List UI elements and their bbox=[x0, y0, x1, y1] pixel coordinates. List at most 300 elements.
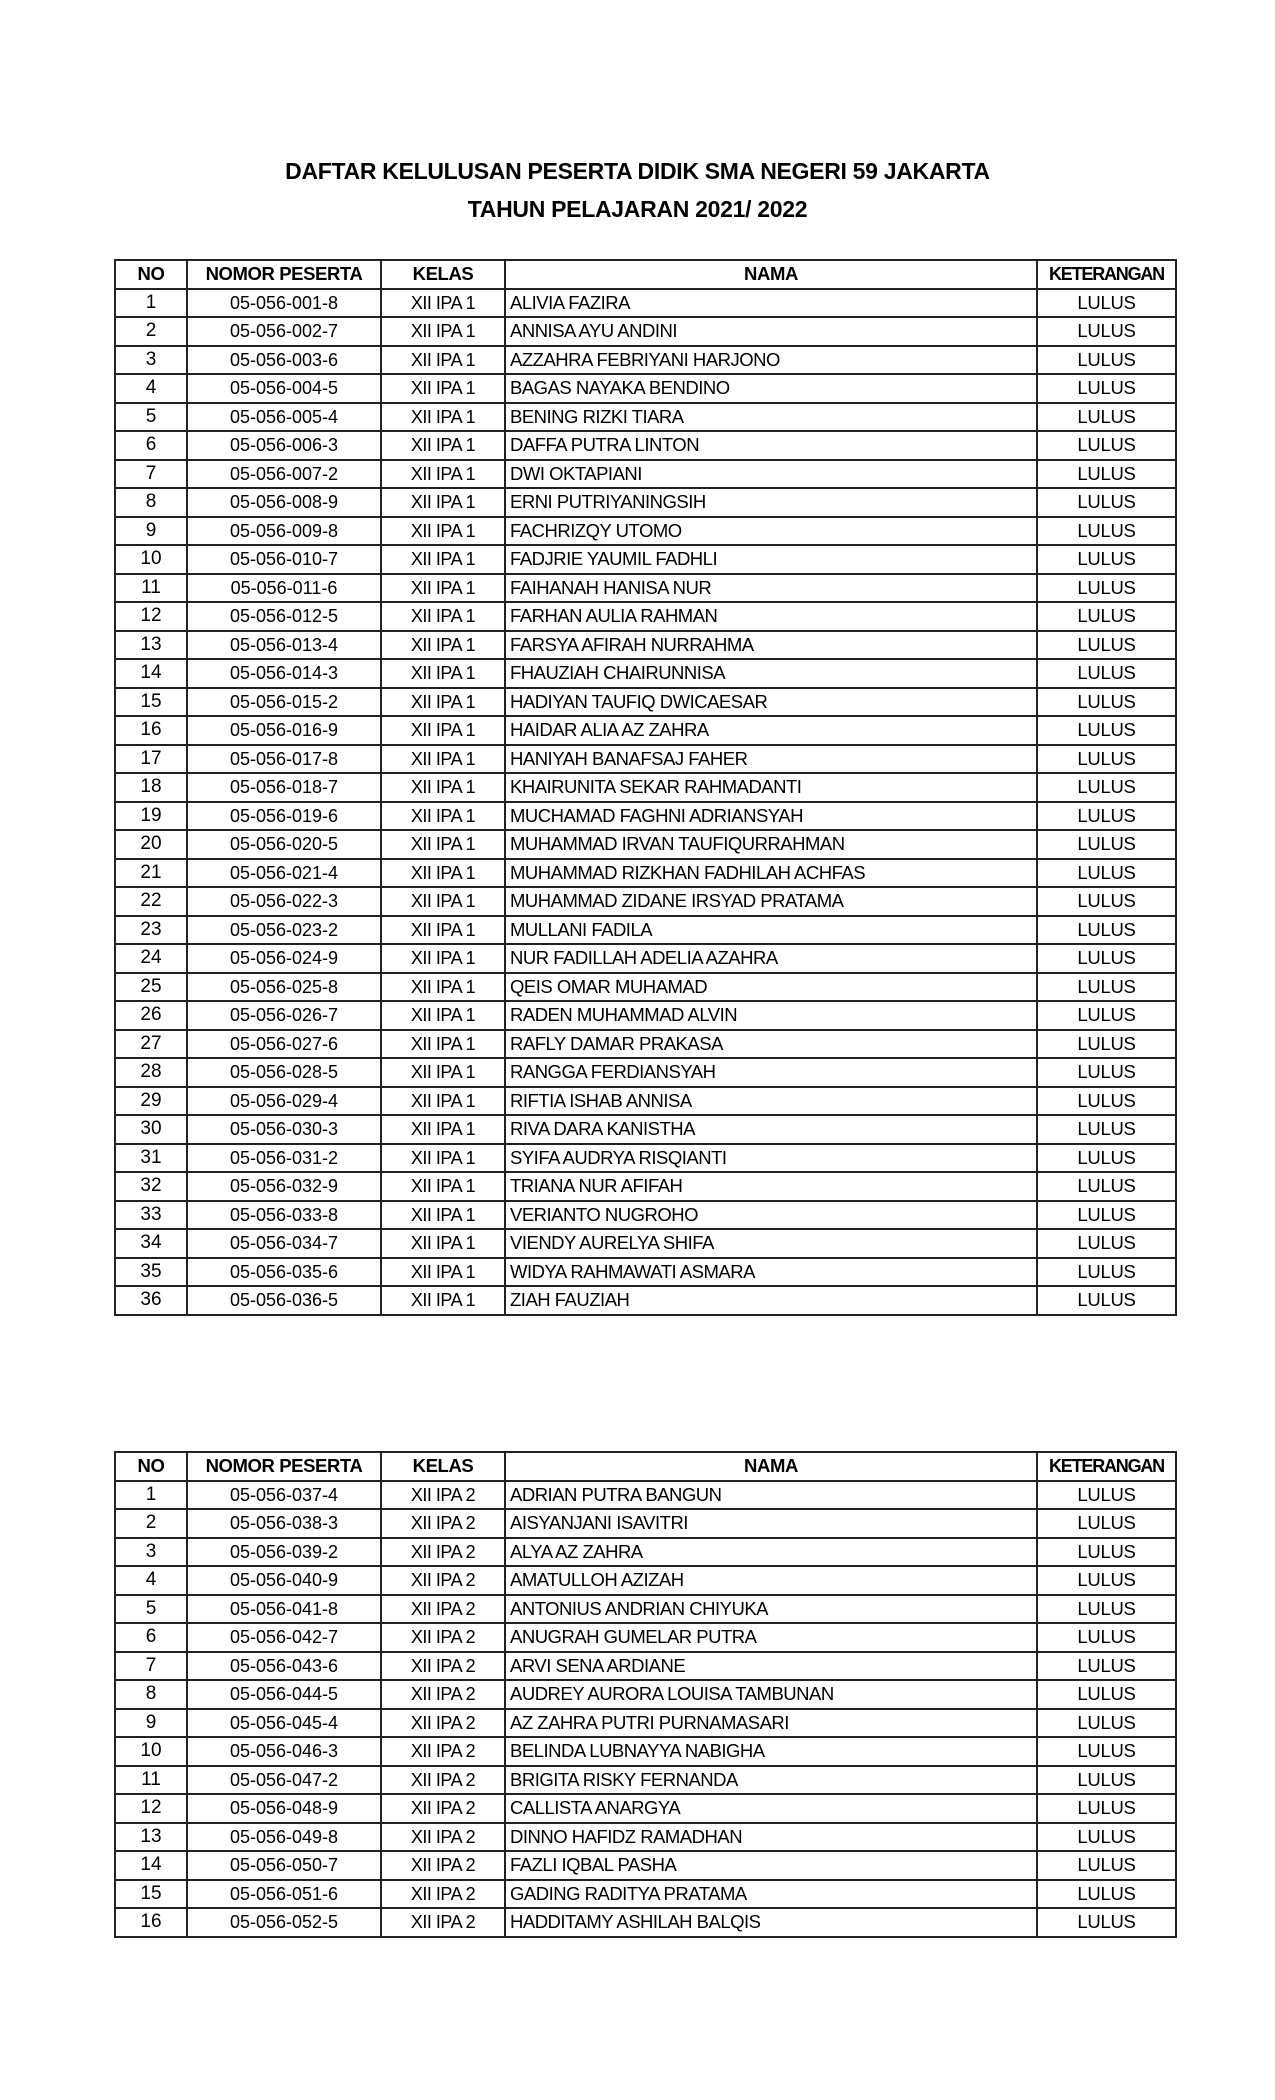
table-row bbox=[115, 574, 1176, 603]
cell-keterangan: LULUS bbox=[1037, 1144, 1176, 1173]
cell-keterangan: LULUS bbox=[1037, 745, 1176, 774]
cell-keterangan: LULUS bbox=[1037, 1566, 1176, 1595]
table-row bbox=[115, 545, 1176, 574]
cell-kelas: XII IPA 2 bbox=[381, 1766, 505, 1795]
cell-nomor-peserta: 05-056-027-6 bbox=[187, 1030, 381, 1059]
cell-no: 22 bbox=[115, 887, 187, 916]
cell-nomor-peserta: 05-056-009-8 bbox=[187, 517, 381, 546]
cell-nomor-peserta: 05-056-048-9 bbox=[187, 1794, 381, 1823]
table-row bbox=[115, 1286, 1176, 1315]
cell-no: 1 bbox=[115, 1481, 187, 1510]
table-row bbox=[115, 460, 1176, 489]
cell-nomor-peserta: 05-056-030-3 bbox=[187, 1115, 381, 1144]
cell-kelas: XII IPA 1 bbox=[381, 574, 505, 603]
cell-nomor-peserta: 05-056-003-6 bbox=[187, 346, 381, 375]
table-row bbox=[115, 916, 1176, 945]
cell-nomor-peserta: 05-056-037-4 bbox=[187, 1481, 381, 1510]
cell-nama: CALLISTA ANARGYA bbox=[505, 1794, 1037, 1823]
cell-nama: AUDREY AURORA LOUISA TAMBUNAN bbox=[505, 1680, 1037, 1709]
cell-nomor-peserta: 05-056-029-4 bbox=[187, 1087, 381, 1116]
cell-keterangan: LULUS bbox=[1037, 1766, 1176, 1795]
cell-nama: ALIVIA FAZIRA bbox=[505, 289, 1037, 318]
table-row bbox=[115, 745, 1176, 774]
cell-keterangan: LULUS bbox=[1037, 1509, 1176, 1538]
table-row bbox=[115, 773, 1176, 802]
table-row bbox=[115, 688, 1176, 717]
graduation-table-xii-ipa-1 bbox=[114, 259, 1177, 1316]
cell-kelas: XII IPA 1 bbox=[381, 460, 505, 489]
cell-kelas: XII IPA 1 bbox=[381, 1229, 505, 1258]
cell-kelas: XII IPA 1 bbox=[381, 916, 505, 945]
column-header-nomor-peserta: NOMOR PESERTA bbox=[187, 1452, 381, 1481]
cell-no: 6 bbox=[115, 431, 187, 460]
cell-kelas: XII IPA 1 bbox=[381, 773, 505, 802]
cell-keterangan: LULUS bbox=[1037, 346, 1176, 375]
table-row bbox=[115, 1087, 1176, 1116]
cell-kelas: XII IPA 1 bbox=[381, 403, 505, 432]
cell-keterangan: LULUS bbox=[1037, 1001, 1176, 1030]
cell-nama: ZIAH FAUZIAH bbox=[505, 1286, 1037, 1315]
cell-no: 36 bbox=[115, 1286, 187, 1315]
cell-keterangan: LULUS bbox=[1037, 602, 1176, 631]
cell-keterangan: LULUS bbox=[1037, 1172, 1176, 1201]
cell-keterangan: LULUS bbox=[1037, 517, 1176, 546]
cell-kelas: XII IPA 1 bbox=[381, 602, 505, 631]
cell-nama: BENING RIZKI TIARA bbox=[505, 403, 1037, 432]
cell-no: 4 bbox=[115, 374, 187, 403]
cell-no: 13 bbox=[115, 1823, 187, 1852]
cell-no: 20 bbox=[115, 830, 187, 859]
cell-no: 6 bbox=[115, 1623, 187, 1652]
cell-nama: SYIFA AUDRYA RISQIANTI bbox=[505, 1144, 1037, 1173]
cell-no: 24 bbox=[115, 944, 187, 973]
cell-keterangan: LULUS bbox=[1037, 859, 1176, 888]
cell-keterangan: LULUS bbox=[1037, 289, 1176, 318]
column-header-kelas: KELAS bbox=[381, 1452, 505, 1481]
cell-no: 7 bbox=[115, 1652, 187, 1681]
table-row bbox=[115, 1794, 1176, 1823]
table-row bbox=[115, 1623, 1176, 1652]
cell-keterangan: LULUS bbox=[1037, 1201, 1176, 1230]
cell-nama: AZZAHRA FEBRIYANI HARJONO bbox=[505, 346, 1037, 375]
cell-keterangan: LULUS bbox=[1037, 1115, 1176, 1144]
cell-nama: MUHAMMAD RIZKHAN FADHILAH ACHFAS bbox=[505, 859, 1037, 888]
cell-nama: DAFFA PUTRA LINTON bbox=[505, 431, 1037, 460]
cell-nomor-peserta: 05-056-021-4 bbox=[187, 859, 381, 888]
cell-no: 9 bbox=[115, 1709, 187, 1738]
document-title: DAFTAR KELULUSAN PESERTA DIDIK SMA NEGERI 59 JAKARTA bbox=[285, 158, 990, 184]
cell-no: 23 bbox=[115, 916, 187, 945]
cell-nomor-peserta: 05-056-041-8 bbox=[187, 1595, 381, 1624]
cell-no: 4 bbox=[115, 1566, 187, 1595]
document-subtitle: TAHUN PELAJARAN 2021/ 2022 bbox=[467, 196, 808, 222]
cell-keterangan: LULUS bbox=[1037, 659, 1176, 688]
cell-nama: ALYA AZ ZAHRA bbox=[505, 1538, 1037, 1567]
cell-no: 25 bbox=[115, 973, 187, 1002]
cell-keterangan: LULUS bbox=[1037, 1880, 1176, 1909]
cell-nomor-peserta: 05-056-031-2 bbox=[187, 1144, 381, 1173]
cell-kelas: XII IPA 1 bbox=[381, 317, 505, 346]
cell-nama: HAIDAR ALIA AZ ZAHRA bbox=[505, 716, 1037, 745]
cell-keterangan: LULUS bbox=[1037, 431, 1176, 460]
cell-nama: MUCHAMAD FAGHNI ADRIANSYAH bbox=[505, 802, 1037, 831]
cell-nomor-peserta: 05-056-043-6 bbox=[187, 1652, 381, 1681]
cell-no: 9 bbox=[115, 517, 187, 546]
cell-keterangan: LULUS bbox=[1037, 688, 1176, 717]
cell-kelas: XII IPA 1 bbox=[381, 688, 505, 717]
cell-nomor-peserta: 05-056-022-3 bbox=[187, 887, 381, 916]
cell-keterangan: LULUS bbox=[1037, 1823, 1176, 1852]
cell-nama: ANTONIUS ANDRIAN CHIYUKA bbox=[505, 1595, 1037, 1624]
column-header-kelas: KELAS bbox=[381, 260, 505, 289]
table-row bbox=[115, 1709, 1176, 1738]
cell-nomor-peserta: 05-056-011-6 bbox=[187, 574, 381, 603]
column-header-nama: NAMA bbox=[505, 1452, 1037, 1481]
table-row bbox=[115, 1172, 1176, 1201]
table-row bbox=[115, 346, 1176, 375]
cell-nama: RAFLY DAMAR PRAKASA bbox=[505, 1030, 1037, 1059]
cell-nomor-peserta: 05-056-015-2 bbox=[187, 688, 381, 717]
cell-nama: DINNO HAFIDZ RAMADHAN bbox=[505, 1823, 1037, 1852]
cell-nomor-peserta: 05-056-035-6 bbox=[187, 1258, 381, 1287]
cell-nama: MUHAMMAD IRVAN TAUFIQURRAHMAN bbox=[505, 830, 1037, 859]
cell-keterangan: LULUS bbox=[1037, 631, 1176, 660]
cell-no: 28 bbox=[115, 1058, 187, 1087]
cell-keterangan: LULUS bbox=[1037, 1623, 1176, 1652]
cell-no: 21 bbox=[115, 859, 187, 888]
table-row bbox=[115, 802, 1176, 831]
cell-nomor-peserta: 05-056-007-2 bbox=[187, 460, 381, 489]
cell-keterangan: LULUS bbox=[1037, 1908, 1176, 1937]
cell-nama: ARVI SENA ARDIANE bbox=[505, 1652, 1037, 1681]
cell-nama: HANIYAH BANAFSAJ FAHER bbox=[505, 745, 1037, 774]
cell-no: 18 bbox=[115, 773, 187, 802]
table-row bbox=[115, 1680, 1176, 1709]
cell-no: 11 bbox=[115, 1766, 187, 1795]
cell-kelas: XII IPA 2 bbox=[381, 1481, 505, 1510]
table-header-row bbox=[115, 1452, 1176, 1481]
cell-nama: MULLANI FADILA bbox=[505, 916, 1037, 945]
cell-keterangan: LULUS bbox=[1037, 1087, 1176, 1116]
cell-no: 16 bbox=[115, 1908, 187, 1937]
cell-keterangan: LULUS bbox=[1037, 1737, 1176, 1766]
cell-keterangan: LULUS bbox=[1037, 1538, 1176, 1567]
cell-no: 8 bbox=[115, 488, 187, 517]
cell-no: 11 bbox=[115, 574, 187, 603]
cell-nama: BELINDA LUBNAYYA NABIGHA bbox=[505, 1737, 1037, 1766]
cell-kelas: XII IPA 1 bbox=[381, 830, 505, 859]
cell-nama: VIENDY AURELYA SHIFA bbox=[505, 1229, 1037, 1258]
column-header-keterangan: KETERANGAN bbox=[1037, 1452, 1176, 1481]
cell-nomor-peserta: 05-056-028-5 bbox=[187, 1058, 381, 1087]
table-row bbox=[115, 1229, 1176, 1258]
cell-nama: VERIANTO NUGROHO bbox=[505, 1201, 1037, 1230]
table-row bbox=[115, 1258, 1176, 1287]
table-row bbox=[115, 317, 1176, 346]
cell-no: 13 bbox=[115, 631, 187, 660]
table-row bbox=[115, 716, 1176, 745]
cell-keterangan: LULUS bbox=[1037, 1286, 1176, 1315]
cell-keterangan: LULUS bbox=[1037, 802, 1176, 831]
cell-nomor-peserta: 05-056-051-6 bbox=[187, 1880, 381, 1909]
cell-nama: RIFTIA ISHAB ANNISA bbox=[505, 1087, 1037, 1116]
cell-kelas: XII IPA 2 bbox=[381, 1566, 505, 1595]
cell-nomor-peserta: 05-056-046-3 bbox=[187, 1737, 381, 1766]
cell-kelas: XII IPA 2 bbox=[381, 1652, 505, 1681]
table-row bbox=[115, 973, 1176, 1002]
cell-kelas: XII IPA 2 bbox=[381, 1595, 505, 1624]
cell-nomor-peserta: 05-056-017-8 bbox=[187, 745, 381, 774]
cell-nomor-peserta: 05-056-023-2 bbox=[187, 916, 381, 945]
cell-no: 16 bbox=[115, 716, 187, 745]
table-row bbox=[115, 1001, 1176, 1030]
cell-no: 12 bbox=[115, 1794, 187, 1823]
table-row bbox=[115, 1880, 1176, 1909]
cell-nomor-peserta: 05-056-016-9 bbox=[187, 716, 381, 745]
cell-no: 14 bbox=[115, 1851, 187, 1880]
cell-no: 35 bbox=[115, 1258, 187, 1287]
table-row bbox=[115, 631, 1176, 660]
cell-no: 8 bbox=[115, 1680, 187, 1709]
table-row bbox=[115, 1538, 1176, 1567]
cell-nama: DWI OKTAPIANI bbox=[505, 460, 1037, 489]
cell-no: 3 bbox=[115, 346, 187, 375]
cell-nama: QEIS OMAR MUHAMAD bbox=[505, 973, 1037, 1002]
cell-nomor-peserta: 05-056-010-7 bbox=[187, 545, 381, 574]
column-header-nomor-peserta: NOMOR PESERTA bbox=[187, 260, 381, 289]
table-row bbox=[115, 1652, 1176, 1681]
table-body bbox=[115, 1481, 1176, 1937]
cell-nomor-peserta: 05-056-034-7 bbox=[187, 1229, 381, 1258]
cell-kelas: XII IPA 2 bbox=[381, 1538, 505, 1567]
cell-nomor-peserta: 05-056-014-3 bbox=[187, 659, 381, 688]
cell-nama: ERNI PUTRIYANINGSIH bbox=[505, 488, 1037, 517]
cell-no: 14 bbox=[115, 659, 187, 688]
cell-no: 31 bbox=[115, 1144, 187, 1173]
table-row bbox=[115, 1823, 1176, 1852]
cell-keterangan: LULUS bbox=[1037, 716, 1176, 745]
table-row bbox=[115, 1595, 1176, 1624]
cell-no: 1 bbox=[115, 289, 187, 318]
cell-nama: NUR FADILLAH ADELIA AZAHRA bbox=[505, 944, 1037, 973]
cell-no: 17 bbox=[115, 745, 187, 774]
cell-no: 15 bbox=[115, 1880, 187, 1909]
cell-keterangan: LULUS bbox=[1037, 1794, 1176, 1823]
cell-nomor-peserta: 05-056-044-5 bbox=[187, 1680, 381, 1709]
cell-nama: HADDITAMY ASHILAH BALQIS bbox=[505, 1908, 1037, 1937]
cell-kelas: XII IPA 2 bbox=[381, 1509, 505, 1538]
table-row bbox=[115, 1908, 1176, 1937]
table-header-row bbox=[115, 260, 1176, 289]
cell-no: 10 bbox=[115, 545, 187, 574]
table-row bbox=[115, 602, 1176, 631]
table-row bbox=[115, 830, 1176, 859]
table-row bbox=[115, 1566, 1176, 1595]
cell-keterangan: LULUS bbox=[1037, 1481, 1176, 1510]
cell-no: 5 bbox=[115, 403, 187, 432]
cell-keterangan: LULUS bbox=[1037, 1258, 1176, 1287]
cell-keterangan: LULUS bbox=[1037, 1851, 1176, 1880]
cell-kelas: XII IPA 1 bbox=[381, 1115, 505, 1144]
cell-kelas: XII IPA 1 bbox=[381, 887, 505, 916]
cell-no: 7 bbox=[115, 460, 187, 489]
cell-no: 27 bbox=[115, 1030, 187, 1059]
cell-kelas: XII IPA 1 bbox=[381, 716, 505, 745]
cell-kelas: XII IPA 1 bbox=[381, 431, 505, 460]
cell-kelas: XII IPA 1 bbox=[381, 944, 505, 973]
cell-kelas: XII IPA 1 bbox=[381, 1201, 505, 1230]
table-row bbox=[115, 1851, 1176, 1880]
cell-nama: FAZLI IQBAL PASHA bbox=[505, 1851, 1037, 1880]
table-row bbox=[115, 1144, 1176, 1173]
cell-nomor-peserta: 05-056-019-6 bbox=[187, 802, 381, 831]
cell-nama: KHAIRUNITA SEKAR RAHMADANTI bbox=[505, 773, 1037, 802]
cell-kelas: XII IPA 1 bbox=[381, 1286, 505, 1315]
cell-nama: ANUGRAH GUMELAR PUTRA bbox=[505, 1623, 1037, 1652]
graduation-table-xii-ipa-2 bbox=[114, 1451, 1177, 1938]
cell-nomor-peserta: 05-056-025-8 bbox=[187, 973, 381, 1002]
table-row bbox=[115, 887, 1176, 916]
table-row bbox=[115, 1766, 1176, 1795]
cell-nomor-peserta: 05-056-032-9 bbox=[187, 1172, 381, 1201]
cell-keterangan: LULUS bbox=[1037, 1058, 1176, 1087]
column-header-no: NO bbox=[115, 1452, 187, 1481]
cell-kelas: XII IPA 1 bbox=[381, 488, 505, 517]
cell-kelas: XII IPA 1 bbox=[381, 745, 505, 774]
cell-nomor-peserta: 05-056-047-2 bbox=[187, 1766, 381, 1795]
cell-kelas: XII IPA 2 bbox=[381, 1623, 505, 1652]
cell-kelas: XII IPA 1 bbox=[381, 1144, 505, 1173]
table-body bbox=[115, 289, 1176, 1315]
cell-kelas: XII IPA 1 bbox=[381, 289, 505, 318]
cell-nama: ANNISA AYU ANDINI bbox=[505, 317, 1037, 346]
cell-keterangan: LULUS bbox=[1037, 1680, 1176, 1709]
cell-nama: BRIGITA RISKY FERNANDA bbox=[505, 1766, 1037, 1795]
cell-nomor-peserta: 05-056-012-5 bbox=[187, 602, 381, 631]
table-row bbox=[115, 944, 1176, 973]
cell-no: 2 bbox=[115, 1509, 187, 1538]
cell-kelas: XII IPA 1 bbox=[381, 1258, 505, 1287]
table-row bbox=[115, 374, 1176, 403]
cell-keterangan: LULUS bbox=[1037, 830, 1176, 859]
table-row bbox=[115, 859, 1176, 888]
cell-nomor-peserta: 05-056-026-7 bbox=[187, 1001, 381, 1030]
cell-keterangan: LULUS bbox=[1037, 374, 1176, 403]
table-row bbox=[115, 659, 1176, 688]
cell-kelas: XII IPA 2 bbox=[381, 1908, 505, 1937]
cell-no: 10 bbox=[115, 1737, 187, 1766]
cell-nomor-peserta: 05-056-036-5 bbox=[187, 1286, 381, 1315]
cell-nomor-peserta: 05-056-050-7 bbox=[187, 1851, 381, 1880]
cell-kelas: XII IPA 1 bbox=[381, 517, 505, 546]
cell-kelas: XII IPA 1 bbox=[381, 802, 505, 831]
cell-nomor-peserta: 05-056-018-7 bbox=[187, 773, 381, 802]
cell-nomor-peserta: 05-056-013-4 bbox=[187, 631, 381, 660]
column-header-no: NO bbox=[115, 260, 187, 289]
cell-kelas: XII IPA 2 bbox=[381, 1794, 505, 1823]
cell-nama: FHAUZIAH CHAIRUNNISA bbox=[505, 659, 1037, 688]
cell-nomor-peserta: 05-056-001-8 bbox=[187, 289, 381, 318]
cell-kelas: XII IPA 1 bbox=[381, 374, 505, 403]
cell-nomor-peserta: 05-056-033-8 bbox=[187, 1201, 381, 1230]
cell-nama: ADRIAN PUTRA BANGUN bbox=[505, 1481, 1037, 1510]
cell-no: 2 bbox=[115, 317, 187, 346]
cell-nomor-peserta: 05-056-038-3 bbox=[187, 1509, 381, 1538]
table-row bbox=[115, 1481, 1176, 1510]
cell-nomor-peserta: 05-056-008-9 bbox=[187, 488, 381, 517]
cell-nama: FARHAN AULIA RAHMAN bbox=[505, 602, 1037, 631]
cell-keterangan: LULUS bbox=[1037, 403, 1176, 432]
cell-nama: GADING RADITYA PRATAMA bbox=[505, 1880, 1037, 1909]
cell-nama: WIDYA RAHMAWATI ASMARA bbox=[505, 1258, 1037, 1287]
cell-keterangan: LULUS bbox=[1037, 1229, 1176, 1258]
cell-nama: AMATULLOH AZIZAH bbox=[505, 1566, 1037, 1595]
cell-nomor-peserta: 05-056-049-8 bbox=[187, 1823, 381, 1852]
cell-nomor-peserta: 05-056-039-2 bbox=[187, 1538, 381, 1567]
cell-kelas: XII IPA 2 bbox=[381, 1737, 505, 1766]
cell-keterangan: LULUS bbox=[1037, 887, 1176, 916]
cell-kelas: XII IPA 1 bbox=[381, 973, 505, 1002]
cell-no: 32 bbox=[115, 1172, 187, 1201]
cell-nama: RANGGA FERDIANSYAH bbox=[505, 1058, 1037, 1087]
table-row bbox=[115, 488, 1176, 517]
table-row bbox=[115, 1030, 1176, 1059]
cell-keterangan: LULUS bbox=[1037, 944, 1176, 973]
cell-keterangan: LULUS bbox=[1037, 773, 1176, 802]
cell-nomor-peserta: 05-056-024-9 bbox=[187, 944, 381, 973]
cell-kelas: XII IPA 1 bbox=[381, 631, 505, 660]
cell-nama: FADJRIE YAUMIL FADHLI bbox=[505, 545, 1037, 574]
column-header-keterangan: KETERANGAN bbox=[1037, 260, 1176, 289]
cell-nomor-peserta: 05-056-005-4 bbox=[187, 403, 381, 432]
cell-kelas: XII IPA 2 bbox=[381, 1880, 505, 1909]
cell-kelas: XII IPA 1 bbox=[381, 346, 505, 375]
cell-kelas: XII IPA 1 bbox=[381, 545, 505, 574]
cell-nama: BAGAS NAYAKA BENDINO bbox=[505, 374, 1037, 403]
cell-kelas: XII IPA 2 bbox=[381, 1709, 505, 1738]
cell-no: 12 bbox=[115, 602, 187, 631]
cell-keterangan: LULUS bbox=[1037, 1030, 1176, 1059]
cell-nama: FARSYA AFIRAH NURRAHMA bbox=[505, 631, 1037, 660]
table-row bbox=[115, 403, 1176, 432]
cell-no: 26 bbox=[115, 1001, 187, 1030]
cell-nama: MUHAMMAD ZIDANE IRSYAD PRATAMA bbox=[505, 887, 1037, 916]
cell-kelas: XII IPA 1 bbox=[381, 859, 505, 888]
cell-no: 5 bbox=[115, 1595, 187, 1624]
cell-keterangan: LULUS bbox=[1037, 1595, 1176, 1624]
cell-no: 19 bbox=[115, 802, 187, 831]
cell-kelas: XII IPA 1 bbox=[381, 1087, 505, 1116]
cell-kelas: XII IPA 1 bbox=[381, 659, 505, 688]
cell-keterangan: LULUS bbox=[1037, 1709, 1176, 1738]
cell-keterangan: LULUS bbox=[1037, 973, 1176, 1002]
cell-kelas: XII IPA 2 bbox=[381, 1823, 505, 1852]
cell-nomor-peserta: 05-056-002-7 bbox=[187, 317, 381, 346]
table-row bbox=[115, 517, 1176, 546]
table-row bbox=[115, 431, 1176, 460]
cell-nomor-peserta: 05-056-006-3 bbox=[187, 431, 381, 460]
cell-kelas: XII IPA 2 bbox=[381, 1680, 505, 1709]
cell-nama: RADEN MUHAMMAD ALVIN bbox=[505, 1001, 1037, 1030]
table-row bbox=[115, 1509, 1176, 1538]
cell-keterangan: LULUS bbox=[1037, 488, 1176, 517]
cell-keterangan: LULUS bbox=[1037, 574, 1176, 603]
table-row bbox=[115, 289, 1176, 318]
cell-nomor-peserta: 05-056-042-7 bbox=[187, 1623, 381, 1652]
cell-kelas: XII IPA 1 bbox=[381, 1030, 505, 1059]
cell-nomor-peserta: 05-056-045-4 bbox=[187, 1709, 381, 1738]
cell-nama: AZ ZAHRA PUTRI PURNAMASARI bbox=[505, 1709, 1037, 1738]
